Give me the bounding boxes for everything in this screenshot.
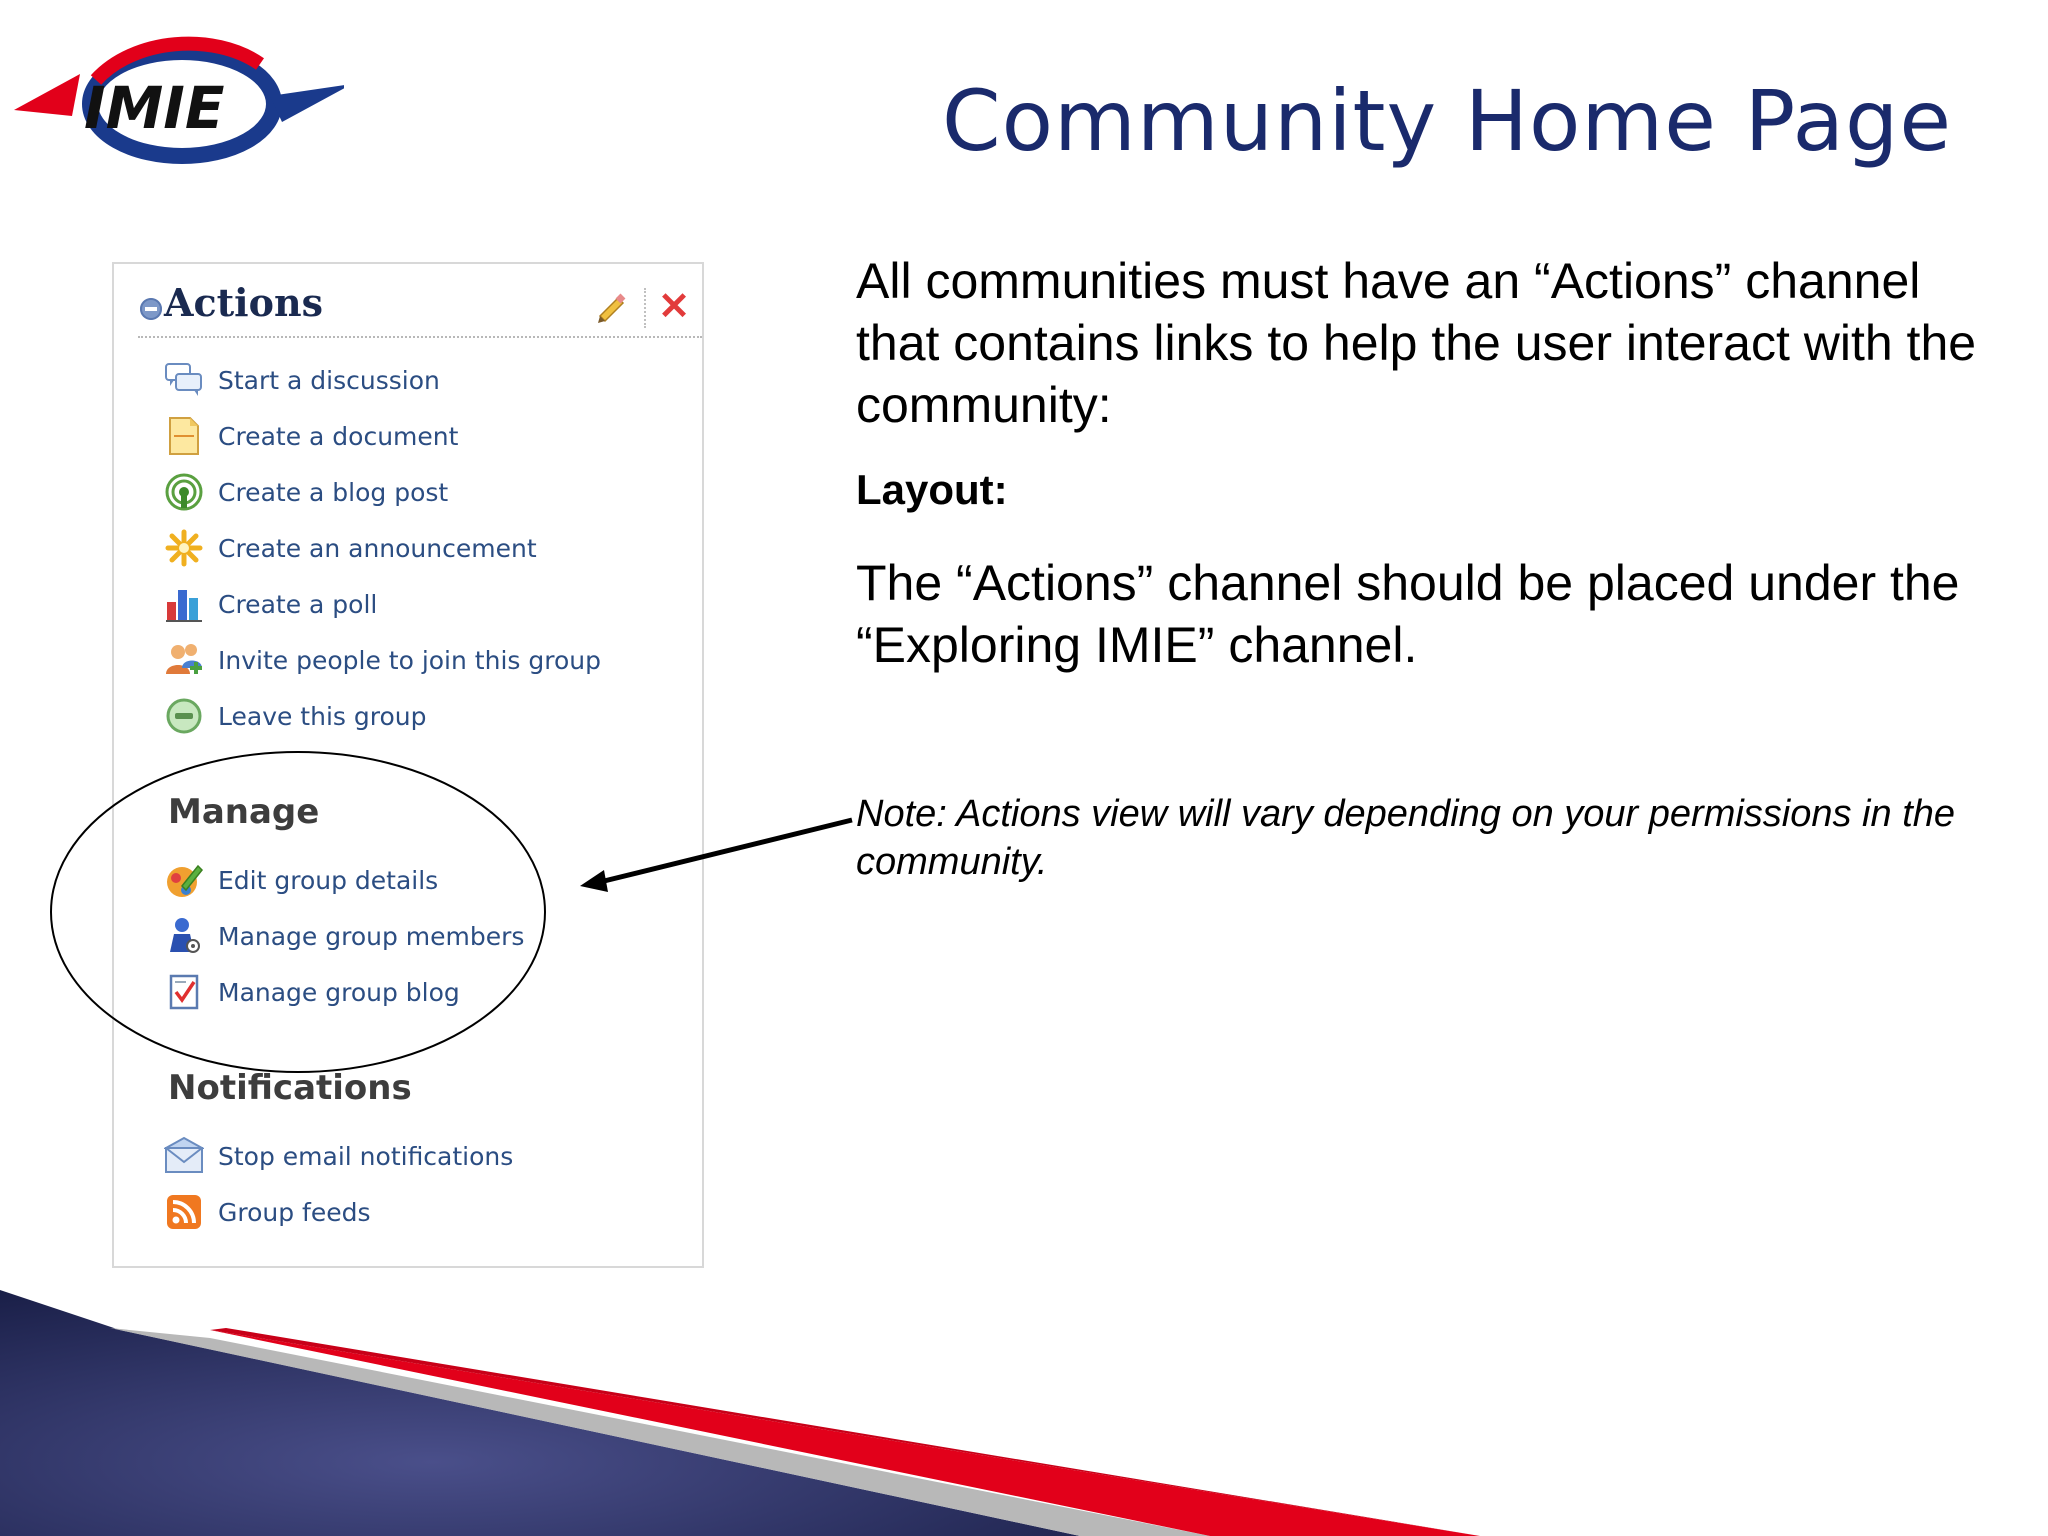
manage-edit-group-details[interactable] — [164, 858, 438, 902]
notifications-heading: Notifications — [168, 1068, 412, 1108]
action-label: Create a document — [218, 421, 459, 451]
action-create-poll[interactable] — [164, 582, 377, 626]
action-create-announcement[interactable] — [164, 526, 537, 570]
group-blog-icon — [164, 972, 204, 1012]
collapse-icon[interactable] — [140, 298, 162, 320]
manage-label: Manage group members — [218, 921, 525, 951]
header-separator — [644, 288, 646, 328]
actions-panel — [112, 262, 704, 1268]
action-label: Start a discussion — [218, 365, 440, 395]
notification-group-feeds[interactable] — [164, 1190, 371, 1234]
group-members-icon — [164, 916, 204, 956]
action-invite-people[interactable] — [164, 638, 601, 682]
slide-title: Community Home Page — [942, 72, 1952, 170]
document-icon — [164, 416, 204, 456]
poll-icon — [164, 584, 204, 624]
action-start-discussion[interactable] — [164, 358, 440, 402]
action-leave-group[interactable] — [164, 694, 426, 738]
actions-panel-header — [138, 278, 702, 338]
announcement-icon — [164, 528, 204, 568]
layout-paragraph: The “Actions” channel should be placed under the “Exploring IMIE” channel. — [856, 555, 1960, 673]
manage-label: Edit group details — [218, 865, 439, 895]
actions-panel-title: Actions — [164, 280, 323, 325]
manage-group-members[interactable] — [164, 914, 524, 958]
action-create-blog-post[interactable] — [164, 470, 448, 514]
notification-label: Stop email notifications — [218, 1141, 514, 1171]
rss-feed-icon — [164, 1192, 204, 1232]
pencil-edit-icon[interactable] — [594, 290, 628, 324]
action-label: Create a blog post — [218, 477, 449, 507]
layout-label: Layout: — [856, 466, 1008, 513]
notification-stop-email[interactable] — [164, 1134, 513, 1178]
notification-label: Group feeds — [218, 1197, 371, 1227]
email-notification-icon — [164, 1136, 204, 1176]
manage-heading: Manage — [168, 792, 320, 832]
manage-group-blog[interactable] — [164, 970, 460, 1014]
imie-logo — [14, 24, 344, 174]
action-label: Create an announcement — [218, 533, 537, 563]
edit-group-icon — [164, 860, 204, 900]
manage-label: Manage group blog — [218, 977, 460, 1007]
action-label: Leave this group — [218, 701, 427, 731]
action-label: Create a poll — [218, 589, 378, 619]
action-create-document[interactable] — [164, 414, 458, 458]
invite-people-icon — [164, 640, 204, 680]
footer-decoration — [0, 1290, 2048, 1536]
leave-group-icon — [164, 696, 204, 736]
blog-post-icon — [164, 472, 204, 512]
logo-text: IMIE — [84, 74, 225, 142]
close-icon[interactable]: ✕ — [658, 286, 690, 328]
permissions-note: Note: Actions view will vary depending on your permissions in the community. — [856, 793, 1956, 883]
action-label: Invite people to join this group — [218, 645, 601, 675]
intro-paragraph: All communities must have an “Actions” channel that contains links to help the user interact with the community: — [856, 253, 1977, 433]
discussion-icon — [164, 360, 204, 400]
